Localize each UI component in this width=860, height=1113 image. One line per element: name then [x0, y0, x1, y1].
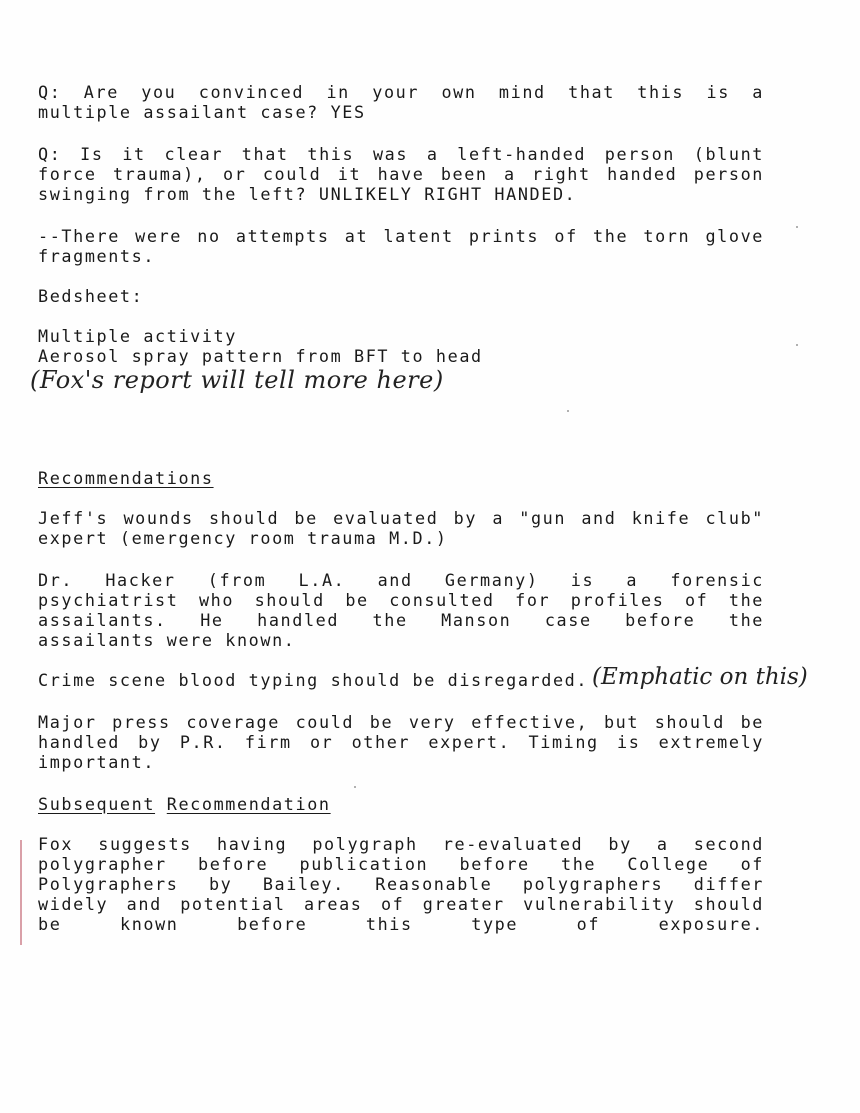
subsequent-line-1: Fox suggests having polygraph re-evaluated by a second: [38, 834, 764, 854]
question-2-line-2-wrap: [38, 164, 764, 184]
recommendation-4-line-2: handled by P.R. firm or other expert. Timing is extremely: [38, 732, 764, 752]
recommendations-heading: [38, 468, 764, 488]
recommendation-2-line-4-wrap: [38, 630, 764, 650]
handwritten-fox-report-note: (Fox's report will tell more here): [30, 366, 444, 394]
subsequent-heading-word-2: Recommendation: [166, 794, 331, 814]
recommendation-1-line-2: expert (emergency room trauma M.D.): [38, 528, 448, 548]
bedsheet-line-1: Multiple activity: [38, 326, 237, 346]
subsequent-line-4-wrap: [38, 894, 764, 914]
recommendation-3: [38, 670, 638, 690]
subsequent-line-4: widely and potential areas of greater vulnerability should: [38, 894, 764, 914]
recommendation-1-line-1: Jeff's wounds should be evaluated by a "gun and knife club": [38, 508, 764, 528]
subsequent-line-3-wrap: [38, 874, 764, 894]
question-1-answer: [38, 102, 764, 122]
latent-note-line-2: fragments.: [38, 246, 156, 266]
question-2-line-2: force trauma), or could it have been a right handed person: [38, 164, 764, 184]
subsequent-line-5-wrap: [38, 914, 764, 934]
scan-speck: [354, 786, 356, 788]
subsequent-paragraph: [38, 834, 764, 854]
recommendation-2-line-3-wrap: [38, 610, 764, 630]
latent-note-line-2-wrap: [38, 246, 764, 266]
question-2-line-3: swinging from the left? UNLIKELY RIGHT HANDED.: [38, 184, 577, 204]
recommendation-2: [38, 570, 764, 590]
question-1-line-1: Q: Are you convinced in your own mind that this is a: [38, 82, 764, 102]
recommendation-1-line-2-wrap: [38, 528, 764, 548]
scan-speck: [567, 410, 569, 412]
latent-prints-note: [38, 226, 764, 246]
bedsheet-findings: [38, 326, 764, 366]
recommendation-2-line-2-wrap: [38, 590, 764, 610]
question-2-line-3-wrap: [38, 184, 764, 204]
recommendation-4: [38, 712, 764, 732]
bedsheet-heading-text: Bedsheet:: [38, 286, 144, 306]
margin-mark: [20, 840, 22, 945]
recommendation-2-line-4: assailants were known.: [38, 630, 296, 650]
recommendations-heading-text: Recommendations: [38, 468, 214, 488]
subsequent-line-5: be known before this type of exposure.: [38, 914, 764, 934]
subsequent-line-3: Polygraphers by Bailey. Reasonable polygraphers differ: [38, 874, 764, 894]
subsequent-heading: [38, 794, 764, 814]
recommendation-2-line-1: Dr. Hacker (from L.A. and Germany) is a forensic: [38, 570, 764, 590]
handwritten-emphatic-note: (Emphatic on this): [592, 664, 808, 690]
recommendation-4-line-2-wrap: [38, 732, 764, 752]
recommendation-4-line-3: important.: [38, 752, 156, 772]
recommendation-2-line-2: psychiatrist who should be consulted for profiles of the: [38, 590, 764, 610]
question-2-line-1: Q: Is it clear that this was a left-handed person (blunt: [38, 144, 764, 164]
subsequent-line-2: polygrapher before publication before the College of: [38, 854, 764, 874]
bedsheet-line-2: Aerosol spray pattern from BFT to head: [38, 346, 483, 366]
subsequent-line-2-wrap: [38, 854, 764, 874]
recommendation-3-text: Crime scene blood typing should be disregarded.: [38, 670, 589, 690]
recommendation-1: [38, 508, 764, 528]
question-1-line-2: multiple assailant case? YES: [38, 102, 366, 122]
recommendation-4-line-3-wrap: [38, 752, 764, 772]
recommendation-2-line-3: assailants. He handled the Manson case before the: [38, 610, 764, 630]
subsequent-heading-word-1: Subsequent: [38, 794, 156, 814]
scan-speck: [796, 226, 798, 228]
scan-speck: [796, 344, 798, 346]
latent-note-line-1: --There were no attempts at latent prints of the torn glove: [38, 226, 764, 246]
question-2: [38, 144, 764, 164]
question-1: [38, 82, 764, 102]
recommendation-4-line-1: Major press coverage could be very effective, but should be: [38, 712, 764, 732]
bedsheet-heading: [38, 286, 764, 306]
subsequent-heading-line: [38, 794, 764, 814]
